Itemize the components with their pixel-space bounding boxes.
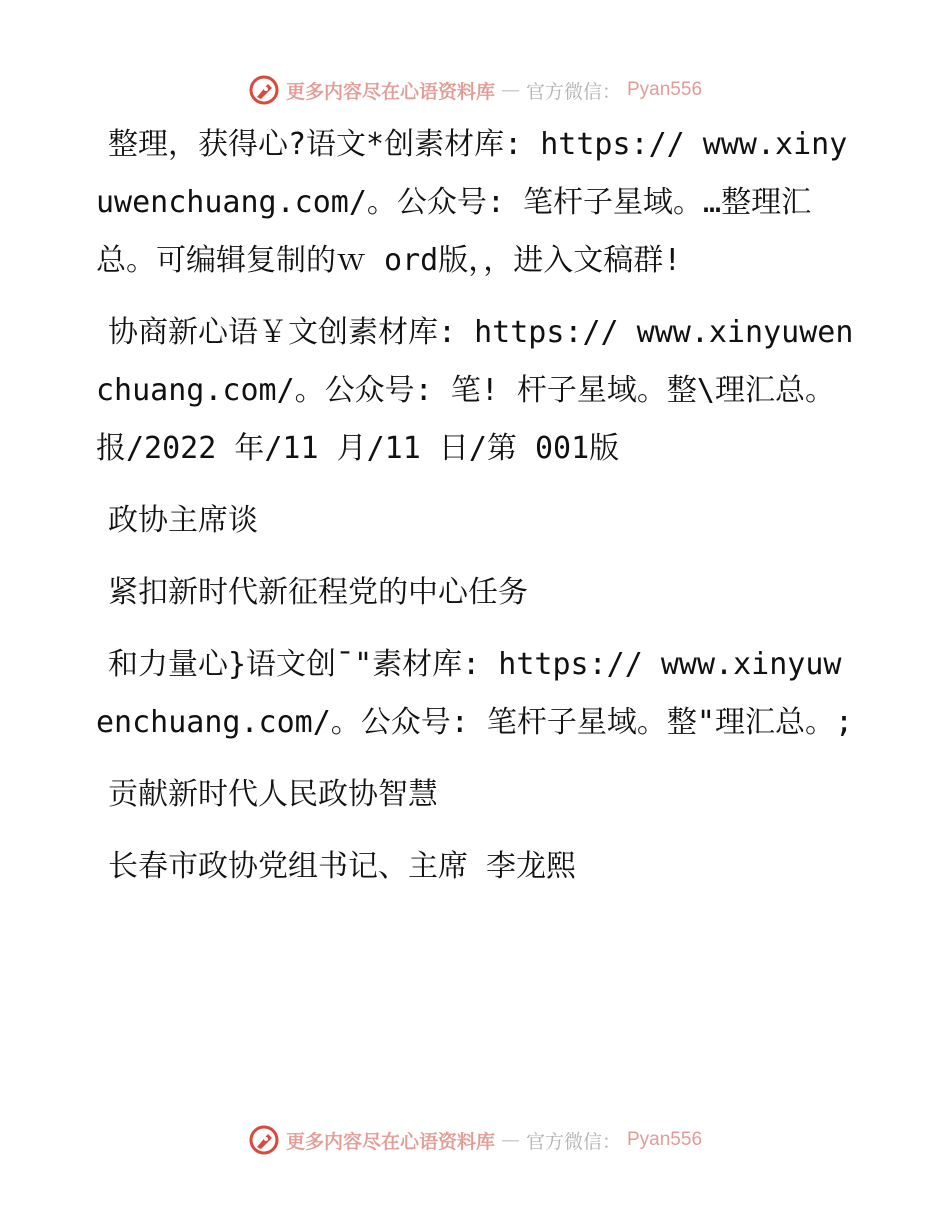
article-title: 紧扣新时代新征程党的中心任务: [108, 575, 528, 610]
banner-promo-text: 更多内容尽在心语资料库: [285, 80, 495, 103]
banner-wechat-label: 官方微信：: [525, 1130, 621, 1153]
pen-nib-logo-icon: [248, 1124, 280, 1156]
paragraph: 和力量心}语文创¯"素材库: https:// www.xinyuwenchuang.com/。公众号: 笔杆子星域。整"理汇总。;: [96, 647, 854, 740]
banner-separator: —: [500, 1129, 520, 1151]
banner-promo-text: 更多内容尽在心语资料库: [285, 1130, 495, 1153]
paragraph: 协商新心语￥文创素材库: https:// www.xinyuwenchuang.com/。公众号: 笔! 杆子星域。整\理汇总。报/2022 年/11 月/11 日/第 001版: [96, 315, 854, 466]
banner-wechat-label: 官方微信：: [525, 80, 621, 103]
pen-nib-logo-icon: [248, 74, 280, 106]
document-body: [96, 116, 856, 910]
article-subtitle: 贡献新时代人民政协智慧: [108, 777, 438, 812]
paragraph: 整理，获得心?语文*创素材库: https:// www.xinyuwenchuang.com/。公众号: 笔杆子星域。…整理汇总。可编辑复制的ｗ ord版，，进入文稿群!: [96, 127, 848, 278]
footer-watermark-banner: [0, 1120, 950, 1160]
section-heading: 政协主席谈: [108, 503, 258, 538]
banner-separator: —: [500, 79, 520, 101]
banner-wechat-id: Pyan556: [627, 79, 703, 100]
author-line: 长春市政协党组书记、主席 李龙熙: [108, 849, 577, 884]
header-watermark-banner: [0, 70, 950, 110]
banner-wechat-id: Pyan556: [627, 1129, 703, 1150]
